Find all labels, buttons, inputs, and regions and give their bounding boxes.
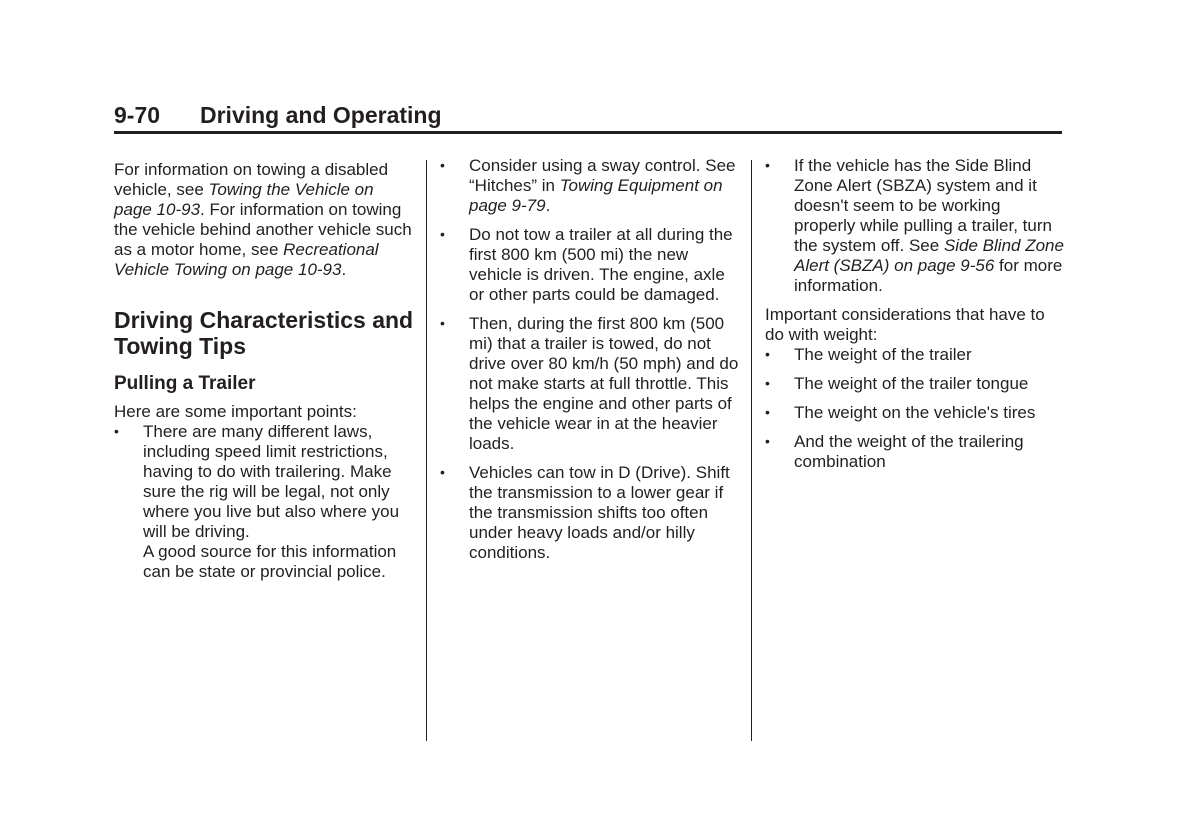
list-item [765, 403, 1065, 423]
list-item-text: The weight of the trailer tongue [794, 374, 1029, 393]
page-number: 9-70 [114, 102, 161, 128]
bullet-list [440, 156, 740, 563]
text-run: . [545, 196, 551, 215]
page-header [114, 101, 1062, 134]
cross-reference-link[interactable]: Towing Equipment on page 9-79 [469, 176, 723, 215]
bullet-icon: • [765, 346, 770, 362]
list-item [114, 422, 414, 582]
bullet-icon: • [114, 423, 119, 439]
column-divider-1 [426, 160, 427, 741]
bullet-icon: • [440, 226, 445, 242]
column-3 [765, 156, 1065, 472]
page-title: Driving and Operating [200, 102, 442, 128]
bullet-icon: • [440, 315, 445, 331]
list-item-text: There are many different laws, including speed limit restrictions, having to do with trailering. Make sure the rig will be legal, not only where you live but also where you will be driving. [143, 422, 400, 541]
weight-list [765, 345, 1065, 472]
list-item [440, 156, 740, 216]
list-item [440, 463, 740, 563]
bullet-icon: • [765, 375, 770, 391]
cross-reference-link[interactable]: Recreational Vehicle Towing on page 10-93 [114, 240, 379, 279]
list-item-text: Do not tow a trailer at all during the first 800 km (500 mi) the new vehicle is driven. The engine, axle or other parts could be damaged. [469, 225, 733, 304]
list-item-text: If the vehicle has the Side Blind Zone Alert (SBZA) system and it doesn't seem to be working properly while pulling a trailer, turn the system off. See [794, 156, 1052, 255]
list-item-text: Consider using a sway control. See “Hitches” in [469, 156, 736, 195]
list-item-text: A good source for this information can be state or provincial police. [143, 542, 397, 581]
list-item [440, 225, 740, 305]
list-item-text: And the weight of the trailering combination [794, 432, 1024, 471]
cross-reference-link[interactable]: Side Blind Zone Alert (SBZA) on page 9-56 [794, 236, 1064, 275]
list-item-text: Vehicles can tow in D (Drive). Shift the transmission to a lower gear if the transmission shifts too often under heavy loads and/or hilly conditions. [469, 463, 730, 562]
weight-intro-paragraph: Important considerations that have to do with weight: [765, 305, 1045, 344]
bullet-icon: • [440, 464, 445, 480]
column-1 [114, 156, 414, 582]
towing-info-paragraph [114, 156, 414, 280]
list-item [765, 432, 1065, 472]
list-item [440, 314, 740, 454]
list-item-text: The weight on the vehicle's tires [794, 403, 1036, 422]
subsection-heading: Pulling a Trailer [114, 373, 256, 394]
text-run: for more information. [794, 256, 1063, 295]
bullet-icon: • [440, 157, 445, 173]
list-item-text: The weight of the trailer [794, 345, 972, 364]
text-run: . [341, 260, 347, 279]
bullet-icon: • [765, 404, 770, 420]
column-divider-2 [751, 160, 752, 741]
bullet-list [114, 422, 414, 582]
list-item [765, 374, 1065, 394]
column-2 [440, 156, 740, 563]
list-item-text: Then, during the first 800 km (500 mi) that a trailer is towed, do not drive over 80 km/h (50 mph) and do not make starts at full throttle. This helps the engine and other parts of the vehicle wear in at the heavier loads. [469, 314, 739, 453]
list-item [765, 156, 1065, 296]
list-item [765, 345, 1065, 365]
text-run: . For information on towing the vehicle behind another vehicle such as a motor home, see [114, 200, 412, 259]
section-heading: Driving Characteristics and Towing Tips [114, 307, 414, 359]
bullet-icon: • [765, 157, 770, 173]
text-run: For information on towing a disabled vehicle, see [114, 160, 389, 199]
cross-reference-link[interactable]: Towing the Vehicle on page 10-93 [114, 180, 374, 219]
lead-paragraph: Here are some important points: [114, 402, 357, 421]
bullet-list [765, 156, 1065, 296]
bullet-icon: • [765, 433, 770, 449]
